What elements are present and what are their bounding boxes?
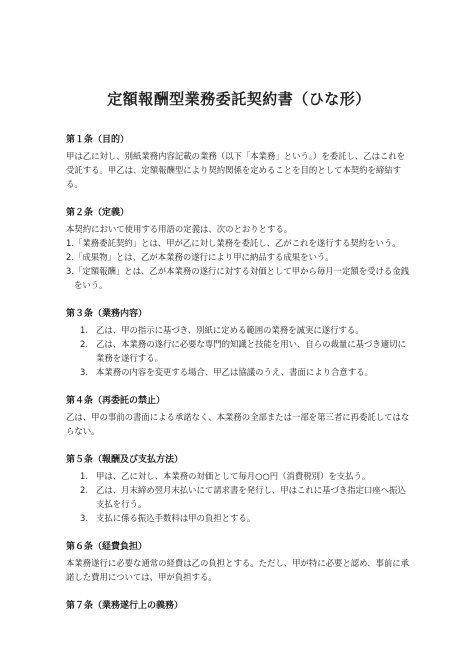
article-heading: 第５条（報酬及び支払方法） bbox=[66, 455, 184, 465]
item-number: 2. bbox=[66, 252, 74, 262]
article-heading: 第６条（経費負担） bbox=[66, 542, 148, 552]
item-number: 3. bbox=[66, 266, 74, 276]
definition-item bbox=[66, 264, 412, 292]
item-number: 1. bbox=[66, 238, 74, 248]
list-item bbox=[66, 337, 412, 365]
item-number: 3. bbox=[80, 367, 88, 377]
numbered-list bbox=[66, 469, 412, 525]
item-number: 2. bbox=[80, 485, 88, 495]
item-text: 甲は、乙に対し、本業務の対価として毎月○○円（消費税別）を支払う。 bbox=[96, 471, 371, 481]
item-number: 1. bbox=[80, 325, 88, 335]
list-item bbox=[66, 365, 412, 379]
article-heading: 第７条（業務遂行上の義務） bbox=[66, 601, 184, 611]
item-text: 「成果物」とは、乙が本業務の遂行により甲に納品する成果をいう。 bbox=[74, 252, 334, 262]
article-heading: 第４条（再委託の禁止） bbox=[66, 396, 166, 406]
article-2 bbox=[66, 206, 412, 292]
list-item bbox=[66, 483, 412, 511]
article-1 bbox=[66, 133, 412, 191]
item-number: 3. bbox=[80, 513, 88, 523]
item-text: 「業務委託契約」とは、甲が乙に対し業務を委託し、乙がこれを遂行する契約をいう。 bbox=[74, 238, 401, 248]
item-number: 1. bbox=[80, 471, 88, 481]
article-heading: 第１条（目的） bbox=[66, 135, 130, 145]
item-text: 乙は、甲の指示に基づき、別紙に定める範囲の業務を誠実に遂行する。 bbox=[96, 325, 364, 335]
article-heading: 第２条（定義） bbox=[66, 208, 130, 218]
item-text: 「定額報酬」とは、乙が本業務の遂行に対する対価として甲から毎月一定額を受ける金銭をいう。 bbox=[74, 266, 409, 290]
article-3 bbox=[66, 307, 412, 379]
list-item bbox=[66, 511, 412, 525]
article-7 bbox=[66, 599, 412, 613]
article-text: 甲は乙に対し、別紙業務内容記載の業務（以下「本業務」という。）を委託し、乙はこれを受託する。甲乙は、定額報酬型により契約関係を定めることを目的として本契約を締結する。 bbox=[66, 151, 406, 189]
article-text: 本業務遂行に必要な通常の経費は乙の負担とする。ただし、甲が特に必要と認め、事前に承諾した費用については、甲が負担する。 bbox=[66, 558, 410, 582]
definition-item bbox=[66, 236, 412, 250]
article-4 bbox=[66, 394, 412, 438]
item-text: 本業務の内容を変更する場合、甲乙は協議のうえ、書面により合意する。 bbox=[96, 367, 373, 377]
numbered-list bbox=[66, 323, 412, 379]
list-item bbox=[66, 469, 412, 483]
item-text: 乙は、本業務の遂行に必要な専門的知識と技能を用い、自らの裁量に基づき適切に業務を遂行する。 bbox=[96, 339, 406, 363]
article-text: 本契約において使用する用語の定義は、次のとおりとする。 bbox=[66, 224, 293, 234]
item-number: 2. bbox=[80, 339, 88, 349]
article-6 bbox=[66, 540, 412, 584]
article-heading: 第３条（業務内容） bbox=[66, 309, 148, 319]
article-text: 乙は、甲の事前の書面による承諾なく、本業務の全部または一部を第三者に再委託してはならない。 bbox=[66, 412, 410, 436]
document-title: 定額報酬型業務委託契約書（ひな形） bbox=[107, 90, 371, 108]
item-text: 支払に係る振込手数料は甲の負担とする。 bbox=[96, 513, 256, 523]
list-item bbox=[66, 323, 412, 337]
definition-list bbox=[66, 236, 412, 292]
article-5 bbox=[66, 453, 412, 525]
item-text: 乙は、月末締め翌月末払いにて請求書を発行し、甲はこれに基づき指定口座へ振込支払を行う。 bbox=[96, 485, 406, 509]
definition-item bbox=[66, 250, 412, 264]
